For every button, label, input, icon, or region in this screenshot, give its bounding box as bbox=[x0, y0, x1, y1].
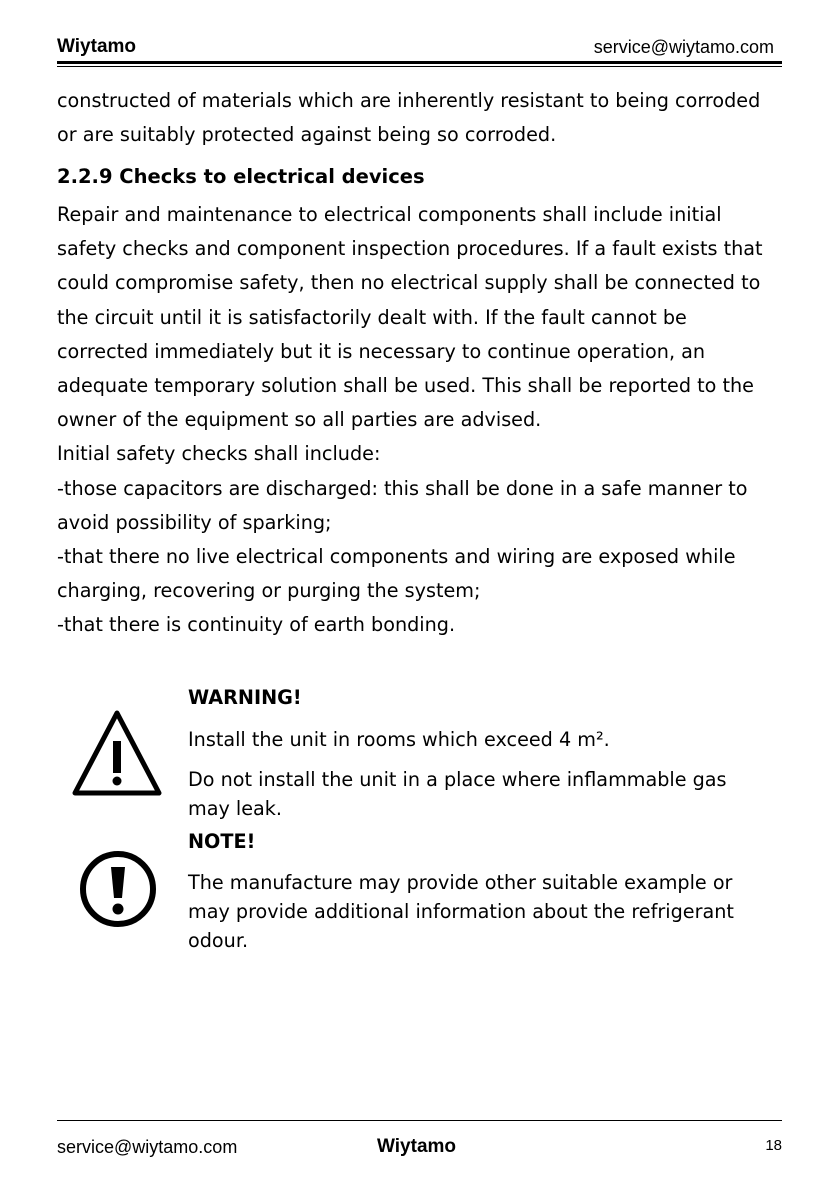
note-line: may provide additional information about the refrigerant bbox=[188, 900, 734, 923]
header-brand: Wiytamo bbox=[57, 36, 137, 57]
warning-line: Do not install the unit in a place where inflammable gas bbox=[188, 768, 727, 791]
note-line: The manufacture may provide other suitable example or bbox=[188, 871, 733, 894]
page-number: 18 bbox=[765, 1137, 782, 1154]
warning-triangle-icon bbox=[70, 708, 164, 798]
warning-line: Install the unit in rooms which exceed 4 m². bbox=[188, 728, 610, 751]
header-email: service@wiytamo.com bbox=[593, 37, 774, 57]
footer-email: service@wiytamo.com bbox=[57, 1137, 238, 1157]
body-line: owner of the equipment so all parties are advised. bbox=[57, 408, 542, 432]
note-block bbox=[188, 830, 255, 853]
footer-rule bbox=[57, 1120, 782, 1121]
body-line: -that there is continuity of earth bonding. bbox=[57, 613, 456, 637]
body-line: corrected immediately but it is necessary to continue operation, an bbox=[57, 339, 706, 363]
intro-paragraph bbox=[57, 84, 787, 152]
warning-title: WARNING! bbox=[188, 686, 302, 709]
section-heading: 2.2.9 Checks to electrical devices bbox=[57, 165, 425, 188]
intro-line: constructed of materials which are inherently resistant to being corroded bbox=[57, 89, 761, 112]
warning-block bbox=[188, 686, 302, 709]
body-line: safety checks and component inspection procedures. If a fault exists that bbox=[57, 237, 763, 261]
warning-line-wrap bbox=[188, 728, 610, 751]
body-line: -those capacitors are discharged: this shall be done in a safe manner to bbox=[57, 476, 748, 500]
body-line: charging, recovering or purging the system; bbox=[57, 579, 481, 603]
body-line: the circuit until it is satisfactorily dealt with. If the fault cannot be bbox=[57, 305, 687, 329]
body-line: Initial safety checks shall include: bbox=[57, 442, 381, 466]
note-lines bbox=[188, 868, 734, 955]
body-line: -that there no live electrical components and wiring are exposed while bbox=[57, 545, 736, 569]
exclamation-circle-icon bbox=[78, 849, 158, 929]
header-rule-thin bbox=[57, 66, 782, 67]
body-line: adequate temporary solution shall be used. This shall be reported to the bbox=[57, 374, 754, 398]
body-line: Repair and maintenance to electrical components shall include initial bbox=[57, 203, 722, 226]
footer-brand: Wiytamo bbox=[377, 1136, 457, 1157]
warning-line-wrap bbox=[188, 765, 727, 823]
body-line: could compromise safety, then no electrical supply shall be connected to bbox=[57, 271, 761, 295]
intro-line: or are suitably protected against being so corroded. bbox=[57, 123, 557, 147]
note-line: odour. bbox=[188, 929, 249, 952]
header-rule bbox=[57, 61, 782, 64]
body-line: avoid possibility of sparking; bbox=[57, 510, 332, 534]
section-body bbox=[57, 198, 787, 643]
note-title: NOTE! bbox=[188, 830, 256, 853]
warning-line: may leak. bbox=[188, 797, 283, 820]
